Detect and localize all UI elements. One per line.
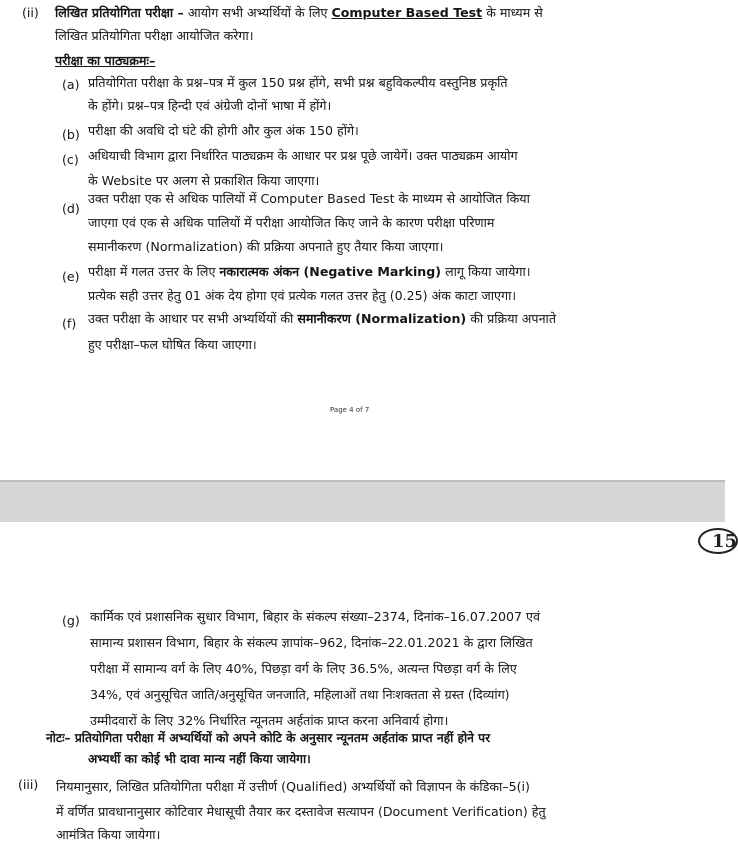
item-e-text-1: परीक्षा में गलत उत्तर के लिए — [88, 264, 216, 279]
section-ii-line-2: लिखित प्रतियोगिता परीक्षा आयोजित करेगा। — [55, 28, 254, 43]
syllabus-heading: परीक्षा का पाठ्यक्रमः– — [55, 53, 156, 68]
item-f-normalization: समानीकरण (Normalization) — [297, 311, 467, 326]
section-iii-label: (iii) — [18, 777, 39, 792]
item-b-label: (b) — [62, 127, 80, 142]
item-f-text-1: उक्त परीक्षा के आधार पर सभी अभ्यर्थियों की — [88, 311, 294, 326]
item-e-label: (e) — [62, 269, 80, 284]
item-e-text-2: लागू किया जायेगा। — [445, 264, 531, 279]
item-c-line-2: के Website पर अलग से प्रकाशित किया जाएगा। — [88, 173, 320, 188]
section-iii-line-1: नियमानुसार, लिखित प्रतियोगिता परीक्षा में उत्तीर्ण (Qualified) अभ्यर्थियों को विज्ञापन के कंडिका–5(i) — [56, 779, 530, 794]
item-a-line-2: के होंगे। प्रश्न–पत्र हिन्दी एवं अंग्रेजी दोनों भाषा में होंगे। — [88, 98, 332, 113]
section-iii-line-3: आमंत्रित किया जायेगा। — [56, 827, 161, 842]
document-page-5 — [0, 522, 725, 846]
section-ii-line-1 — [55, 4, 715, 21]
item-f-line-2: हुए परीक्षा–फल घोषित किया जाएगा। — [88, 337, 257, 352]
item-g-line-3: परीक्षा में सामान्य वर्ग के लिए 40%, पिछड़ा वर्ग के लिए 36.5%, अत्यन्त पिछड़ा वर्ग के लिए — [90, 661, 517, 676]
page-number: Page 4 of 7 — [330, 406, 370, 414]
item-d-label: (d) — [62, 201, 80, 216]
item-d-line-1: उक्त परीक्षा एक से अधिक पालियों में Computer Based Test के माध्यम से आयोजित किया — [88, 191, 530, 206]
item-g-line-2: सामान्य प्रशासन विभाग, बिहार के संकल्प ज्ञापांक–962, दिनांक–22.01.2021 के द्वारा लिखित — [90, 635, 533, 650]
item-g-line-4: 34%, एवं अनुसूचित जाति/अनुसूचित जनजाति, महिलाओं तथा निःशक्तता से ग्रस्त (दिव्यांग) — [90, 687, 510, 702]
item-c-line-1: अधियाची विभाग द्वारा निर्धारित पाठ्यक्रम के आधार पर प्रश्न पूछे जायेगें। उक्त पाठ्यक्रम आयोग — [88, 148, 518, 163]
item-b-line-1: परीक्षा की अवधि दो घंटे की होगी और कुल अंक 150 होंगे। — [88, 123, 359, 138]
item-e-line-2: प्रत्येक सही उत्तर हेतु 01 अंक देय होगा एवं प्रत्येक गलत उत्तर हेतु (0.25) अंक काटा जाएगा। — [88, 288, 517, 303]
item-c-label: (c) — [62, 152, 79, 167]
item-d-line-2: जाएगा एवं एक से अधिक पालियों में परीक्षा आयोजित किए जाने के कारण परीक्षा परिणाम — [88, 215, 495, 230]
item-g-label: (g) — [62, 613, 80, 628]
section-ii-title: लिखित प्रतियोगिता परीक्षा – — [55, 5, 184, 20]
item-f-line-1 — [88, 310, 556, 327]
item-e-negative-marking: नकारात्मक अंकन (Negative Marking) — [219, 264, 442, 279]
section-iii-line-2: में वर्णित प्रावधानानुसार कोटिवार मेधासूची तैयार कर दस्तावेज सत्यापन (Document Verification) हेतु — [56, 804, 546, 819]
note-line-1: नोटः– प्रतियोगिता परीक्षा में अभ्यर्थियों को अपने कोटि के अनुसार न्यूनतम अर्हतांक प्राप्त नहीं होने पर — [46, 731, 491, 745]
item-e-line-1 — [88, 263, 531, 280]
item-d-line-3: समानीकरण (Normalization) की प्रक्रिया अपनाते हुए तैयार किया जाएगा। — [88, 239, 444, 254]
page-stamp: 15 — [698, 528, 738, 554]
item-g-line-5: उम्मीदवारों के लिए 32% निर्धारित न्यूनतम अर्हतांक प्राप्त करना अनिवार्य होगा। — [90, 713, 449, 728]
item-f-text-2: की प्रक्रिया अपनाते — [470, 311, 556, 326]
page-gap — [0, 482, 725, 522]
section-ii-label: (ii) — [22, 5, 39, 20]
item-a-line-1: प्रतियोगिता परीक्षा के प्रश्न–पत्र में कुल 150 प्रश्न होंगे, सभी प्रश्न बहुविकल्पीय वस्तुनिष्ठ प्रकृति — [88, 75, 508, 90]
note-line-2: अभ्यर्थी का कोई भी दावा मान्य नहीं किया जायेगा। — [88, 752, 311, 766]
item-f-label: (f) — [62, 316, 77, 331]
item-a-label: (a) — [62, 77, 80, 92]
section-ii-text-2: के माध्यम से — [486, 5, 543, 20]
section-ii-text-1: आयोग सभी अभ्यर्थियों के लिए — [187, 5, 328, 20]
section-ii-cbt: Computer Based Test — [331, 5, 483, 20]
item-g-line-1: कार्मिक एवं प्रशासनिक सुधार विभाग, बिहार के संकल्प संख्या–2374, दिनांक–16.07.2007 एवं — [90, 609, 540, 624]
